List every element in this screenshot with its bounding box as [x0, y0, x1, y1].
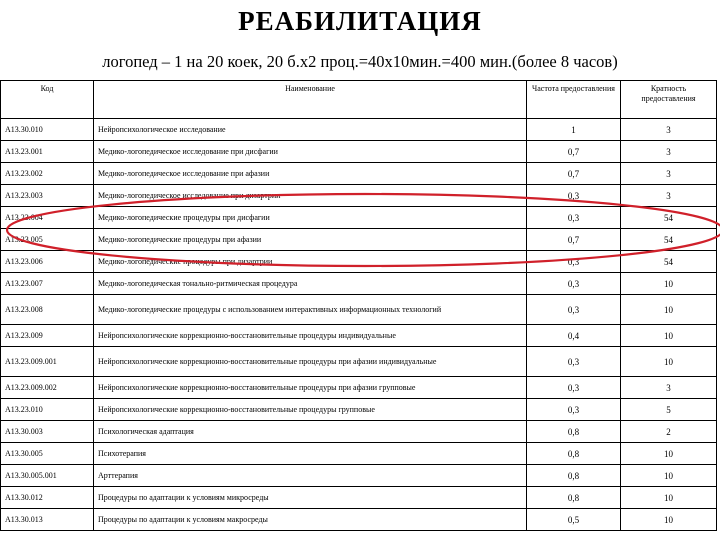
table-row	[1, 465, 717, 487]
cell-frequency: 0,3	[527, 207, 621, 229]
cell-code: A13.23.009.001	[1, 347, 94, 377]
cell-frequency: 0,7	[527, 163, 621, 185]
cell-name: Медико-логопедические процедуры при дисфагии	[94, 207, 527, 229]
cell-name: Медико-логопедическое исследование при дисфагии	[94, 141, 527, 163]
cell-multiplicity: 3	[621, 377, 717, 399]
table-header-row	[1, 81, 717, 119]
cell-code: A13.23.009.002	[1, 377, 94, 399]
cell-code: A13.30.005.001	[1, 465, 94, 487]
cell-multiplicity: 10	[621, 465, 717, 487]
table-row	[1, 251, 717, 273]
cell-code: A13.23.006	[1, 251, 94, 273]
cell-frequency: 0,3	[527, 377, 621, 399]
cell-multiplicity: 3	[621, 141, 717, 163]
cell-frequency: 0,4	[527, 325, 621, 347]
cell-code: A13.23.003	[1, 185, 94, 207]
table-row	[1, 207, 717, 229]
cell-name: Нейропсихологические коррекционно-восстановительные процедуры при афазии групповые	[94, 377, 527, 399]
cell-multiplicity: 54	[621, 207, 717, 229]
cell-frequency: 0,3	[527, 185, 621, 207]
cell-multiplicity: 10	[621, 443, 717, 465]
cell-code: A13.23.008	[1, 295, 94, 325]
cell-multiplicity: 10	[621, 509, 717, 531]
cell-multiplicity: 54	[621, 251, 717, 273]
cell-name: Психотерапия	[94, 443, 527, 465]
cell-multiplicity: 10	[621, 487, 717, 509]
table-row	[1, 377, 717, 399]
cell-code: A13.30.003	[1, 421, 94, 443]
cell-name: Нейропсихологические коррекционно-восстановительные процедуры при афазии индивидуальные	[94, 347, 527, 377]
table-row	[1, 119, 717, 141]
cell-multiplicity: 10	[621, 347, 717, 377]
cell-name: Нейропсихологические коррекционно-восстановительные процедуры индивидуальные	[94, 325, 527, 347]
cell-code: A13.23.005	[1, 229, 94, 251]
cell-code: A13.23.010	[1, 399, 94, 421]
cell-multiplicity: 10	[621, 325, 717, 347]
cell-code: A13.30.013	[1, 509, 94, 531]
services-table-body	[1, 81, 717, 531]
table-row	[1, 141, 717, 163]
cell-code: A13.30.010	[1, 119, 94, 141]
services-table	[0, 80, 717, 531]
cell-frequency: 0,8	[527, 487, 621, 509]
cell-frequency: 0,7	[527, 229, 621, 251]
cell-code: A13.23.007	[1, 273, 94, 295]
cell-name: Медико-логопедическое исследование при дизартрии	[94, 185, 527, 207]
cell-frequency: 0,8	[527, 465, 621, 487]
table-row	[1, 325, 717, 347]
header-name: Наименование	[94, 81, 527, 119]
cell-name: Нейропсихологические коррекционно-восстановительные процедуры групповые	[94, 399, 527, 421]
cell-name: Процедуры по адаптации к условиям микросреды	[94, 487, 527, 509]
cell-name: Процедуры по адаптации к условиям макросреды	[94, 509, 527, 531]
table-row	[1, 273, 717, 295]
cell-multiplicity: 3	[621, 163, 717, 185]
table-row	[1, 509, 717, 531]
cell-frequency: 0,3	[527, 399, 621, 421]
cell-frequency: 0,5	[527, 509, 621, 531]
table-row	[1, 421, 717, 443]
cell-code: A13.30.005	[1, 443, 94, 465]
page-title: РЕАБИЛИТАЦИЯ	[238, 6, 482, 36]
cell-name: Медико-логопедическая тонально-ритмическая процедура	[94, 273, 527, 295]
cell-name: Медико-логопедические процедуры при дизартрии	[94, 251, 527, 273]
cell-name: Нейропсихологическое исследование	[94, 119, 527, 141]
cell-code: A13.23.009	[1, 325, 94, 347]
cell-multiplicity: 10	[621, 295, 717, 325]
cell-name: Психологическая адаптация	[94, 421, 527, 443]
cell-code: A13.23.001	[1, 141, 94, 163]
table-row	[1, 399, 717, 421]
table-row	[1, 347, 717, 377]
cell-name: Медико-логопедические процедуры с использованием интерактивных информационных технологий	[94, 295, 527, 325]
cell-multiplicity: 2	[621, 421, 717, 443]
header-code: Код	[1, 81, 94, 119]
cell-multiplicity: 3	[621, 185, 717, 207]
page-subtitle: логопед – 1 на 20 коек, 20 б.х2 проц.=40х10мин.=400 мин.(более 8 часов)	[102, 52, 618, 71]
cell-name: Арттерапия	[94, 465, 527, 487]
cell-frequency: 0,8	[527, 421, 621, 443]
cell-multiplicity: 5	[621, 399, 717, 421]
table-row	[1, 295, 717, 325]
cell-multiplicity: 3	[621, 119, 717, 141]
cell-name: Медико-логопедические процедуры при афазии	[94, 229, 527, 251]
cell-name: Медико-логопедическое исследование при афазии	[94, 163, 527, 185]
cell-code: A13.30.012	[1, 487, 94, 509]
cell-frequency: 0,7	[527, 141, 621, 163]
cell-frequency: 1	[527, 119, 621, 141]
cell-frequency: 0,3	[527, 251, 621, 273]
cell-multiplicity: 54	[621, 229, 717, 251]
table-row	[1, 487, 717, 509]
table-row	[1, 443, 717, 465]
cell-code: A13.23.002	[1, 163, 94, 185]
cell-frequency: 0,3	[527, 273, 621, 295]
table-row	[1, 229, 717, 251]
table-row	[1, 185, 717, 207]
cell-code: A13.23.004	[1, 207, 94, 229]
table-row	[1, 163, 717, 185]
header-multiplicity: Кратность предоставления	[621, 81, 717, 119]
header-frequency: Частота предоставления	[527, 81, 621, 119]
cell-frequency: 0,8	[527, 443, 621, 465]
cell-frequency: 0,3	[527, 347, 621, 377]
cell-frequency: 0,3	[527, 295, 621, 325]
cell-multiplicity: 10	[621, 273, 717, 295]
